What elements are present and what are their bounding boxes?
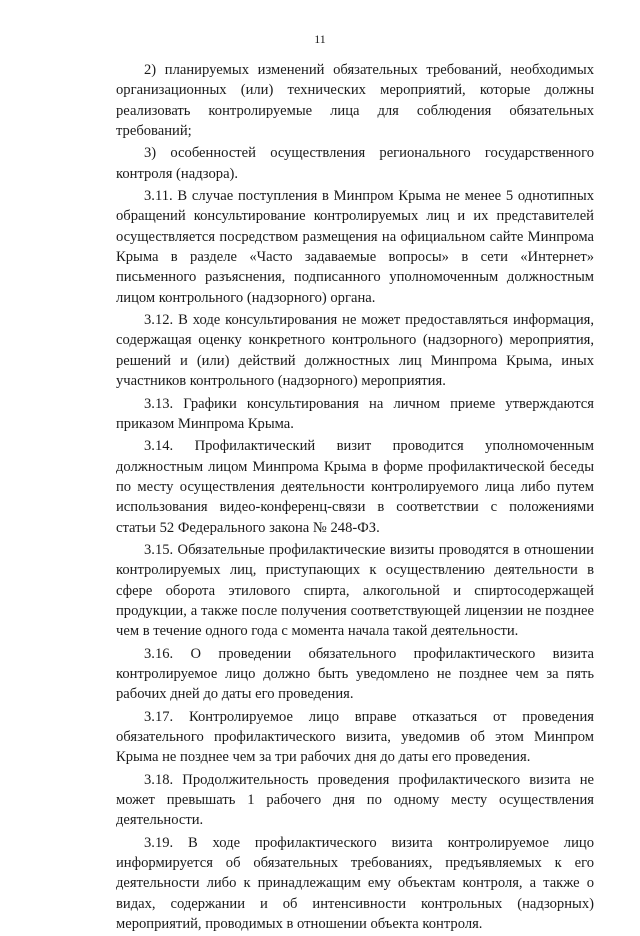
paragraph-3-17: 3.17. Контролируемое лицо вправе отказаться от проведения обязательного профилактического визита, уведомив об этом Минпром Крыма не позднее чем за три рабочих дня до даты его проведения. (116, 708, 594, 766)
paragraph-3-18: 3.18. Продолжительность проведения профилактического визита не может превышать 1 рабочего дня по одному месту осуществления деятельности. (116, 771, 594, 829)
paragraph-3-13: 3.13. Графики консультирования на личном приеме утверждаются приказом Минпрома Крыма. (116, 395, 594, 432)
paragraph-3-19: 3.19. В ходе профилактического визита контролируемое лицо информируется об обязательных требованиях, предъявляемых к его деятельности либо к принадлежащим ему объектам контроля, а также о видах, содержании и об интенсивности контрольных (надзорных) мероприятий, проводимых в отношении объекта контроля. (116, 834, 594, 933)
paragraph-3-14: 3.14. Профилактический визит проводится уполномоченным должностным лицом Минпрома Крыма в форме профилактической беседы по месту осуществления деятельности контролируемого лица либо путем использования видео-конференц-связи в соответствии с положениями статьи 52 Федерального закона № 248-ФЗ. (116, 438, 594, 536)
paragraph-3-15: 3.15. Обязательные профилактические визиты проводятся в отношении контролируемых лиц, приступающих к осуществлению деятельности в сфере оборота этилового спирта, алкогольной и спиртосодержащей продукции, а также после получения соответствующей лицензии не позднее чем в течение одного года с момента начала такой деятельности. (116, 541, 594, 640)
paragraph-3-12: 3.12. В ходе консультирования не может предоставляться информация, содержащая оценку конкретного контрольного (надзорного) мероприятия, решений и (или) действий должностных лиц Минпрома Крыма, иных участников контрольного (надзорного) мероприятия. (116, 312, 594, 390)
paragraph-3-16: 3.16. О проведении обязательного профилактического визита контролируемое лицо должно быть уведомлено не позднее чем за пять рабочих дней до даты его проведения. (116, 645, 594, 703)
paragraph-item-2: 2) планируемых изменений обязательных требований, необходимых организационных (или) технических мероприятий, которые должны реализовать контролируемые лица для соблюдения обязательных требований; (116, 62, 594, 140)
page-number: 11 (314, 32, 326, 46)
paragraph-3-11: 3.11. В случае поступления в Минпром Крыма не менее 5 однотипных обращений консультирование контролируемых лиц и их представителей осуществляется посредством размещения на официальном сайте Минпрома Крыма в разделе «Часто задаваемые вопросы» в сети «Интернет» письменного разъяснения, подписанного уполномоченным должностным лицом контрольного (надзорного) органа. (116, 188, 594, 306)
document-body (116, 60, 594, 936)
paragraph-item-3: 3) особенностей осуществления регионального государственного контроля (надзора). (116, 145, 594, 182)
